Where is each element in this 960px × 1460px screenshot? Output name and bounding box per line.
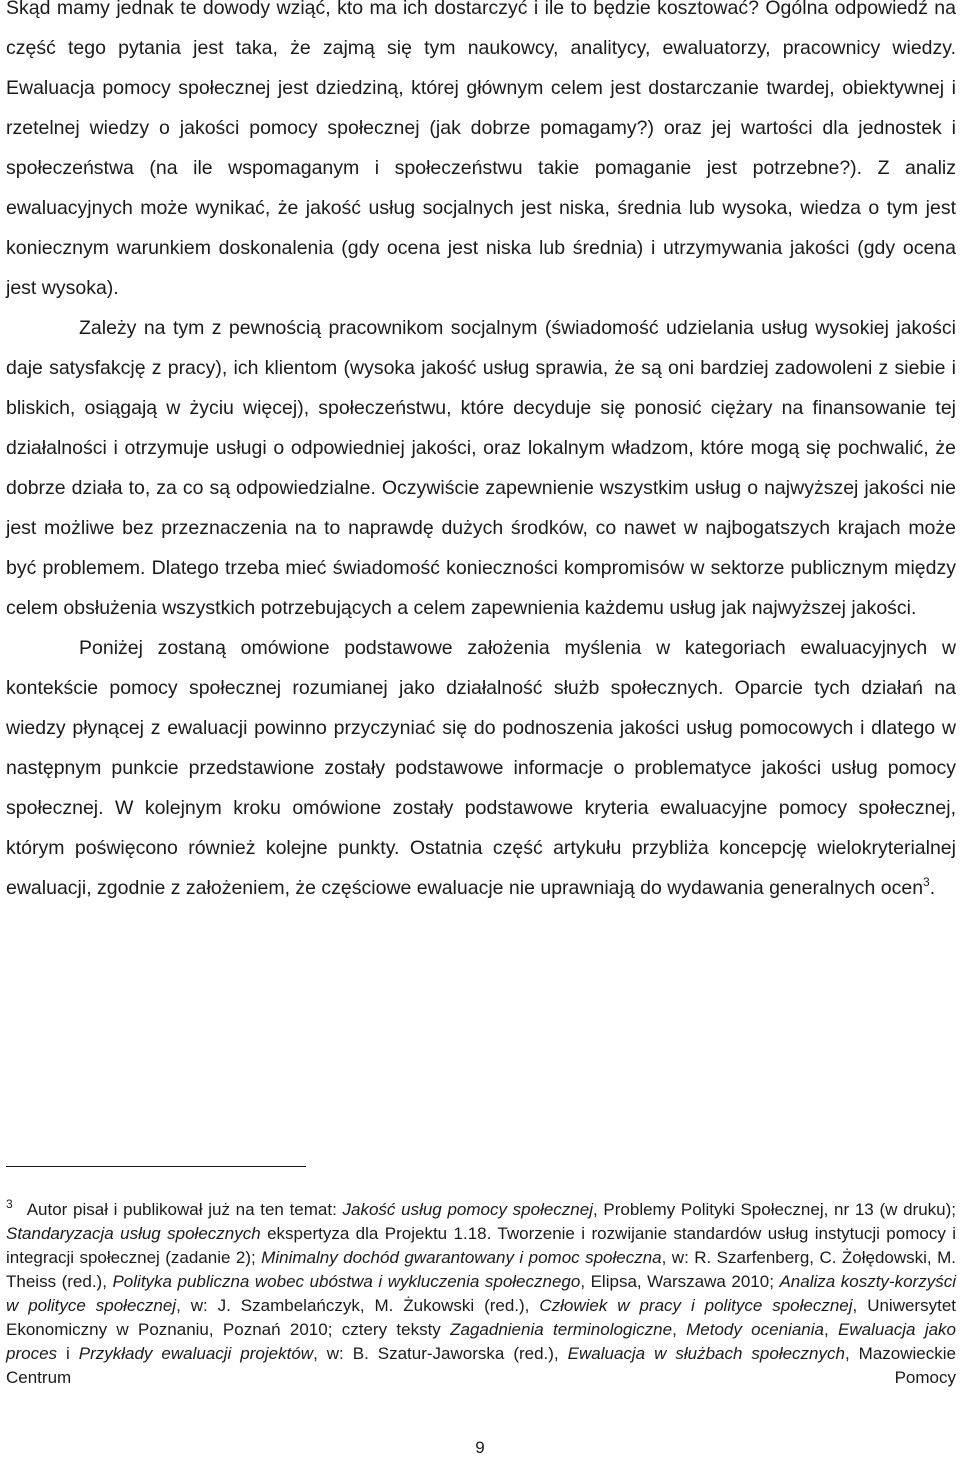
footnote-mark: 3 — [6, 1197, 13, 1211]
page-number: 9 — [475, 1438, 485, 1457]
document-body — [6, 0, 956, 908]
footnote-reference[interactable]: 3 — [923, 875, 930, 889]
footnote-text-3: ekspertyza dla Projektu 1.18. Tworzenie i rozwijanie standardów usług instytucji pomocy i integracji społecznej (zadanie 2); — [6, 1224, 956, 1267]
footnote-title-1: Jakość usług pomocy społecznej — [342, 1200, 593, 1219]
footnote-text-7: , Uniwersytet Ekonomiczny w Poznaniu, Poznań 2010; cztery teksty — [6, 1296, 956, 1339]
footnote-title-5: Analiza koszty-korzyści w polityce społecznej — [6, 1272, 956, 1315]
footnote-text-2: , Problemy Polityki Społecznej, nr 13 (w druku); — [593, 1200, 956, 1219]
paragraph-3 — [6, 628, 956, 908]
footnote-text-10: i — [57, 1344, 79, 1363]
footnote-title-9: Ewaluacja jako proces — [6, 1320, 957, 1363]
footnote-title-10: Przykłady ewaluacji projektów — [78, 1344, 314, 1363]
paragraph-2-text: Zależy na tym z pewnością pracownikom socjalnym (świadomość udzielania usług wysokiej jakości daje satysfakcję z pracy), ich klientom (wysoka jakość usług sprawia, że są oni bardziej zadowoleni z siebie i bliskich, osiągają w życiu więcej), społeczeństwu, które decyduje się ponosić ciężary na finansowanie tej działalności i otrzymuje usługi o odpowiedniej jakości, oraz lokalnym władzom, które mogą się pochwalić, że dobrze działa to, za co są odpowiedzialne. Oczywiście zapewnienie wszystkim usług o najwyższej jakości nie jest możliwe bez przeznaczenia na to naprawdę dużych środków, co nawet w najbogatszych krajach może być problemem. Dlatego trzeba mieć świadomość konieczności kompromisów w sektorze publicznym między celem obsłużenia wszystkich potrzebujących a celem zapewnienia każdemu usług jak najwyższej jakości. — [6, 317, 956, 619]
footnote-title-4: Polityka publiczna wobec ubóstwa i wykluczenia społecznego — [112, 1272, 581, 1291]
footnote-text-9: , — [823, 1320, 839, 1339]
footnote-separator — [6, 1166, 306, 1167]
footnote-text-11: , w: B. Szatur-Jaworska (red.), — [313, 1344, 568, 1363]
footnote-title-3: Minimalny dochód gwarantowany i pomoc społeczna — [261, 1248, 662, 1267]
paragraph-1 — [6, 0, 956, 308]
paragraph-3-text: Poniżej zostaną omówione podstawowe założenia myślenia w kategoriach ewaluacyjnych w kontekście pomocy społecznej rozumianej jako działalność służb społecznych. Oparcie tych działań na wiedzy płynącej z ewaluacji powinno przyczyniać się do podnoszenia jakości usług pomocowych i dlatego w następnym punkcie przedstawione zostały podstawowe informacje o problematyce jakości usług pomocy społecznej. W kolejnym kroku omówione zostały podstawowe kryteria ewaluacyjne pomocy społecznej, którym poświęcono również kolejne punkty. Ostatnia część artykułu przybliża koncepcję wielokryterialnej ewaluacji, zgodnie z założeniem, że częściowe ewaluacje nie uprawniają do wydawania generalnych ocen — [6, 637, 956, 899]
footnote-text-8: , — [672, 1320, 687, 1339]
footnote-text-4: , w: R. Szarfenberg, C. Żołędowski, M. Theiss (red.), — [6, 1248, 956, 1291]
footnote-text-12: , Mazowieckie Centrum Pomocy — [6, 1344, 956, 1387]
footnote-title-6: Człowiek w pracy i polityce społecznej — [539, 1296, 853, 1315]
footnote-title-11: Ewaluacja w służbach społecznych — [567, 1344, 845, 1363]
footnote-text-1: Autor pisał i publikował już na ten temat: — [26, 1200, 343, 1219]
paragraph-2 — [6, 308, 956, 628]
footnote-title-8: Metody oceniania — [686, 1320, 824, 1339]
footnote-title-2: Standaryzacja usług społecznych — [6, 1224, 261, 1243]
footnote-title-7: Zagadnienia terminologiczne — [450, 1320, 673, 1339]
paragraph-3-end: . — [929, 877, 936, 899]
footnote-text-5: , Elipsa, Warszawa 2010; — [580, 1272, 780, 1291]
footnote — [6, 1198, 956, 1390]
paragraph-1-text: Skąd mamy jednak te dowody wziąć, kto ma ich dostarczyć i ile to będzie kosztować? Ogólna odpowiedź na część tego pytania jest taka, że zajmą się tym naukowcy, analitycy, ewaluatorzy, pracownicy wiedzy. Ewaluacja pomocy społecznej jest dziedziną, której głównym celem jest dostarczanie twardej, obiektywnej i rzetelnej wiedzy o jakości pomocy społecznej (jak dobrze pomagamy?) oraz jej wartości dla jednostek i społeczeństwa (na ile wspomaganym i społeczeństwu takie pomaganie jest potrzebne?). Z analiz ewaluacyjnych może wynikać, że jakość usług socjalnych jest niska, średnia lub wysoka, wiedza o tym jest koniecznym warunkiem doskonalenia (gdy ocena jest niska lub średnia) i utrzymywania jakości (gdy ocena jest wysoka). — [6, 0, 956, 299]
footnote-text-6: , w: J. Szambelańczyk, M. Żukowski (red.), — [176, 1296, 540, 1315]
